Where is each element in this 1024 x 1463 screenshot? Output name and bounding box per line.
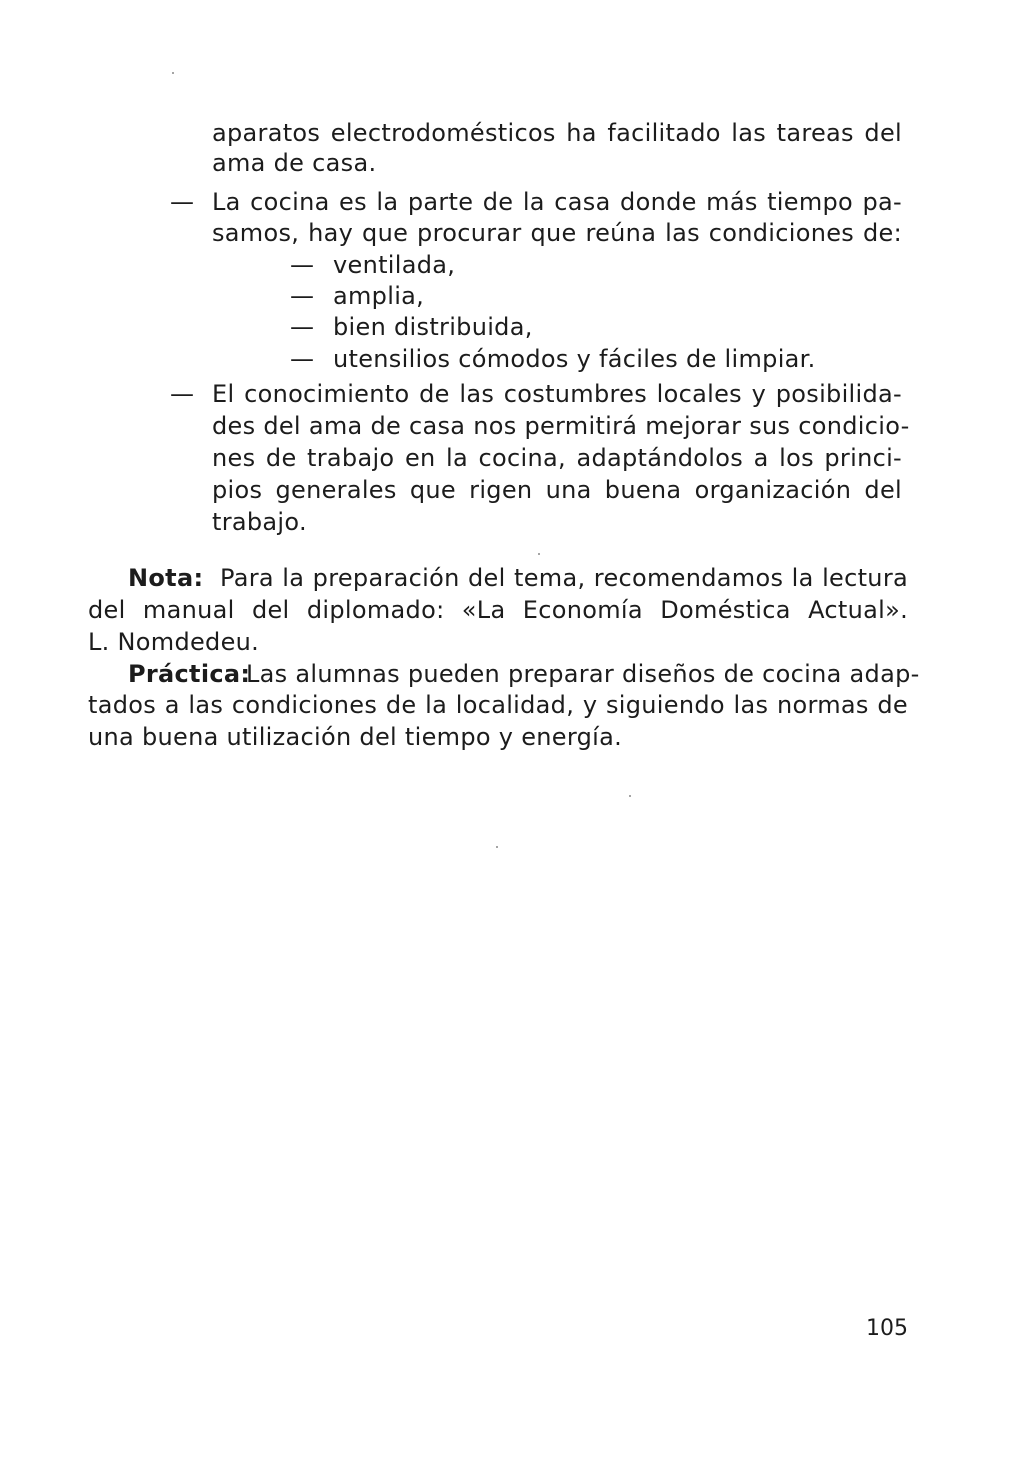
scan-speck [496,846,498,848]
intro-line-2: ama de casa. [212,149,377,177]
list-dash: — [170,380,194,408]
subitem-ventilada: ventilada, [333,251,456,279]
nota-line-1: Para la preparación del tema, recomendamos la lectura [220,564,908,592]
item-1-line-1: La cocina es la parte de la casa donde más tiempo pa- [212,188,902,216]
scan-speck [629,795,631,797]
sublist-dash: — [290,345,314,373]
scan-speck [172,72,174,74]
practica-label: Práctica: [128,660,251,688]
practica-line-3: una buena utilización del tiempo y energía. [88,723,623,751]
sublist-dash: — [290,251,314,279]
practica-line-2: tados a las condiciones de la localidad, y siguiendo las normas de [88,691,908,719]
sublist-dash: — [290,282,314,310]
practica-line-1: Las alumnas pueden preparar diseños de cocina adap- [246,660,920,688]
nota-line-2: del manual del diplomado: «La Economía Doméstica Actual». [88,596,908,624]
subitem-amplia: amplia, [333,282,425,310]
item-2-line-1: El conocimiento de las costumbres locales y posibilida- [212,380,902,408]
scan-speck [538,553,540,555]
list-dash: — [170,188,194,216]
subitem-bien-distribuida: bien distribuida, [333,313,533,341]
nota-label: Nota: [128,564,204,592]
item-2-line-4: pios generales que rigen una buena organización del [212,476,902,504]
intro-line-1: aparatos electrodomésticos ha facilitado las tareas del [212,119,902,147]
item-1-line-2: samos, hay que procurar que reúna las condiciones de: [212,219,902,247]
nota-line-3: L. Nomdedeu. [88,628,260,656]
item-2-line-3: nes de trabajo en la cocina, adaptándolos a los princi- [212,444,902,472]
page-number: 105 [866,1316,908,1341]
item-2-line-2: des del ama de casa nos permitirá mejorar sus condicio- [212,412,910,440]
item-2-line-5: trabajo. [212,508,307,536]
subitem-utensilios: utensilios cómodos y fáciles de limpiar. [333,345,816,373]
sublist-dash: — [290,313,314,341]
